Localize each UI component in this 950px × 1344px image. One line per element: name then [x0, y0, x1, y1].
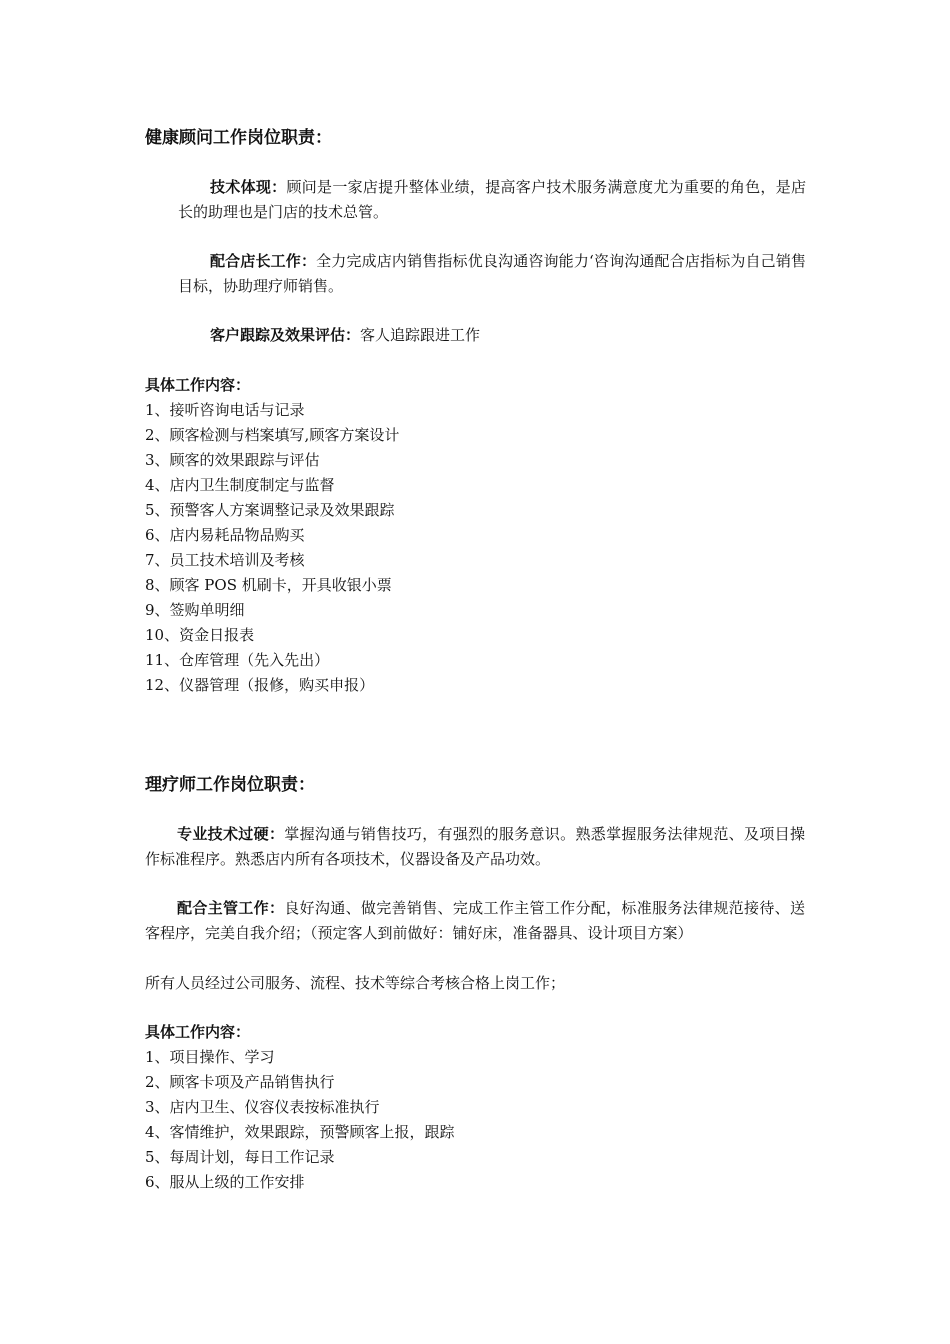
list-heading: 具体工作内容：	[145, 376, 251, 394]
list-item: 1、项目操作、学习	[145, 1048, 275, 1066]
list-item: 12、仪器管理（报修，购买申报）	[145, 676, 375, 694]
paragraph-text: 全力完成店内销售指标优良沟通咨询能力‘咨询沟通配合店指标为自己销售目标，协助理疗师销售。	[178, 252, 806, 295]
list-item: 3、顾客的效果跟踪与评估	[145, 451, 320, 469]
section-title-health-advisor: 健康顾问工作岗位职责：	[145, 128, 332, 148]
list-heading: 具体工作内容：	[145, 1023, 251, 1041]
paragraph-text: 顾问是一家店提升整体业绩，提高客户技术服务满意度尤为重要的角色，是店长的助理也是门店的技术总管。	[178, 178, 806, 221]
paragraph-assist-manager	[178, 249, 806, 299]
list-item: 10、资金日报表	[145, 626, 255, 644]
duty-list-therapist	[145, 1045, 455, 1195]
duty-list-advisor	[145, 398, 399, 698]
list-item: 2、顾客卡项及产品销售执行	[145, 1073, 335, 1091]
list-item: 6、服从上级的工作安排	[145, 1173, 305, 1191]
paragraph-label: 客户跟踪及效果评估：	[210, 326, 361, 344]
list-item: 7、员工技术培训及考核	[145, 551, 305, 569]
paragraph-label: 技术体现：	[210, 178, 287, 196]
list-item: 2、顾客检测与档案填写,顾客方案设计	[145, 426, 400, 444]
paragraph-text: 客人追踪跟进工作	[360, 326, 481, 344]
list-item: 1、接听咨询电话与记录	[145, 401, 305, 419]
section-title-therapist: 理疗师工作岗位职责：	[145, 775, 315, 795]
paragraph-label: 配合店长工作：	[210, 252, 317, 270]
paragraph-text: 良好沟通、做完善销售、完成工作主管工作分配，标准服务法律规范接待、送客程序，完美自我介绍；（预定客人到前做好：铺好床，准备器具、设计项目方案）	[145, 899, 805, 942]
list-item: 4、客情维护，效果跟踪，预警顾客上报，跟踪	[145, 1123, 455, 1141]
paragraph-customer-tracking	[210, 323, 810, 348]
list-item: 4、店内卫生制度制定与监督	[145, 476, 335, 494]
list-item: 5、预警客人方案调整记录及效果跟踪	[145, 501, 395, 519]
list-item: 9、签购单明细	[145, 601, 245, 619]
list-item: 6、店内易耗品物品购买	[145, 526, 305, 544]
list-item: 11、仓库管理（先入先出）	[145, 651, 330, 669]
list-item: 5、每周计划，每日工作记录	[145, 1148, 335, 1166]
assessment-note: 所有人员经过公司服务、流程、技术等综合考核合格上岗工作；	[145, 974, 566, 992]
list-item: 3、店内卫生、仪容仪表按标准执行	[145, 1098, 380, 1116]
paragraph-label: 配合主管工作：	[177, 899, 285, 917]
paragraph-label: 专业技术过硬：	[177, 825, 285, 843]
paragraph-text: 掌握沟通与销售技巧，有强烈的服务意识。熟悉掌握服务法律规范、及项目操作标准程序。熟悉店内所有各项技术，仪器设备及产品功效。	[145, 825, 805, 868]
paragraph-professional-skill	[145, 822, 805, 872]
paragraph-tech	[178, 175, 806, 225]
paragraph-assist-supervisor	[145, 896, 805, 946]
list-item: 8、顾客 POS 机刷卡，开具收银小票	[145, 576, 392, 594]
